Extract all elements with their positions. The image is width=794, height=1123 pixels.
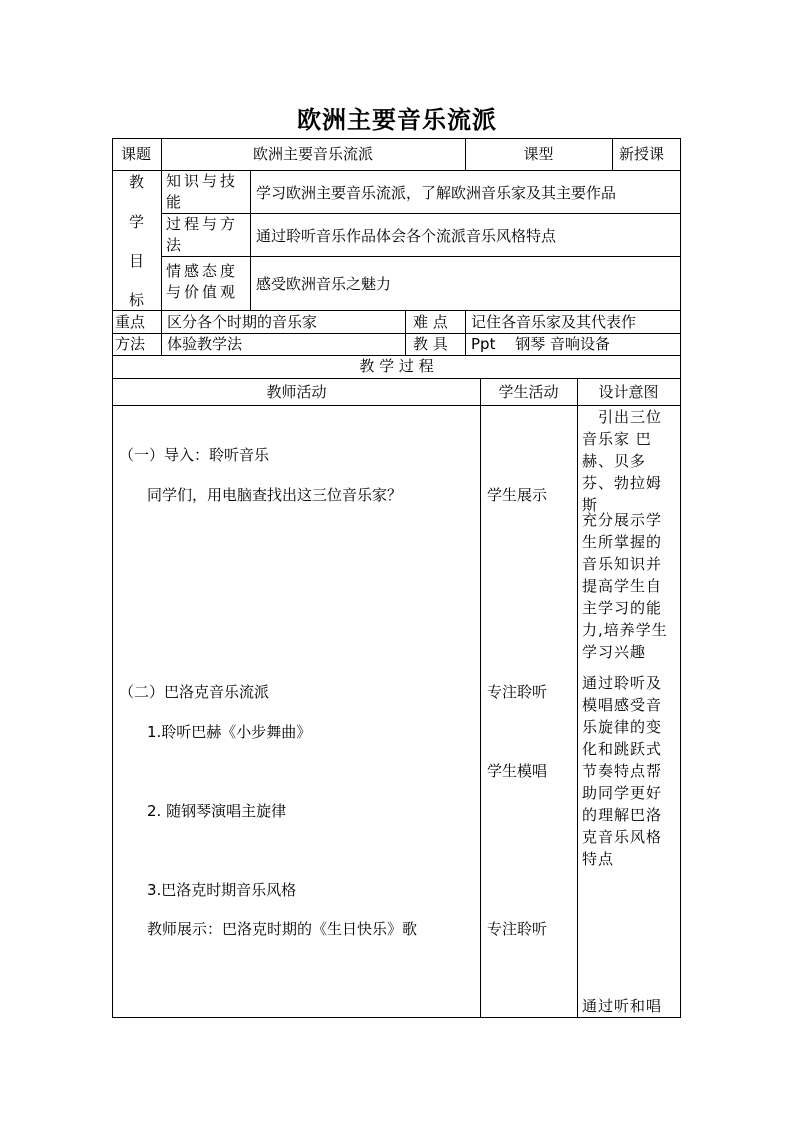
- design-intent: 通过聆听及模唱感受音乐旋律的变化和跳跃式节奏特点帮助同学更好的理解巴洛克音乐风格特点: [582, 674, 663, 868]
- teacher-activity-line: 同学们，用电脑查找出这三位音乐家？: [147, 486, 403, 504]
- col-divider: [161, 170, 162, 310]
- teacher-activity-line: 教师展示：巴洛克时期的《生日快乐》歌: [147, 920, 418, 938]
- objective-content: 通过聆听音乐作品体会各个流派音乐风格特点: [256, 227, 557, 245]
- objective-content: 学习欧洲主要音乐流派，了解欧洲音乐家及其主要作品: [256, 184, 617, 202]
- col-divider: [480, 378, 481, 1017]
- objective-content: 感受欧洲音乐之魅力: [256, 275, 392, 293]
- page-title: 欧洲主要音乐流派: [297, 105, 497, 134]
- lesson-plan-table: [112, 138, 681, 1018]
- difficulty-label: 难 点: [413, 313, 448, 331]
- teacher-activity-line: 2. 随钢琴演唱主旋律: [147, 802, 287, 820]
- col-divider: [405, 310, 406, 355]
- teacher-activity-line: （一）导入：聆听音乐: [119, 446, 270, 464]
- design-intent: 通过听和唱: [582, 997, 663, 1015]
- objectives-label-char: 标: [129, 291, 145, 309]
- method-value: 体验教学法: [167, 335, 243, 353]
- col-divider: [612, 139, 613, 170]
- student-activity: 专注聆听: [487, 920, 548, 938]
- col-divider: [161, 310, 162, 355]
- col-header-design: 设计意图: [598, 383, 659, 401]
- objectives-label-char: 教: [129, 173, 145, 191]
- topic-value: 欧洲主要音乐流派: [252, 145, 373, 163]
- objectives-label-char: 学: [129, 213, 145, 231]
- col-divider: [465, 310, 466, 355]
- col-divider: [577, 378, 578, 1017]
- tools-label: 教 具: [413, 335, 448, 353]
- topic-label: 课题: [121, 145, 152, 163]
- objective-category: 知识与技能: [166, 172, 239, 211]
- student-activity: 学生展示: [487, 486, 548, 504]
- col-header-teacher: 教师活动: [266, 383, 327, 401]
- teacher-activity-line: 1.聆听巴赫《小步舞曲》: [147, 723, 312, 741]
- student-activity: 专注聆听: [487, 683, 548, 701]
- focus-label: 重点: [115, 313, 146, 331]
- difficulty-value: 记住各音乐家及其代表作: [471, 313, 637, 331]
- row-divider: [161, 256, 680, 257]
- focus-value: 区分各个时期的音乐家: [167, 313, 318, 331]
- col-divider: [250, 170, 251, 310]
- row-divider: [113, 378, 680, 379]
- type-value: 新授课: [619, 145, 665, 163]
- process-heading: 教 学 过 程: [359, 357, 434, 375]
- teacher-activity-line: 3.巴洛克时期音乐风格: [147, 881, 297, 899]
- tools-value: Ppt 钢琴 音响设备: [471, 335, 610, 353]
- student-activity: 学生模唱: [487, 762, 548, 780]
- type-label: 课型: [523, 145, 554, 163]
- design-intent: 引出三位音乐家 巴赫、贝多芬、勃拉姆斯: [582, 408, 663, 514]
- objectives-label-char: 目: [129, 252, 145, 270]
- design-intent: 充分展示学生所掌握的音乐知识并提高学生自主学习的能力,培养学生学习兴趣: [582, 511, 668, 661]
- objective-category: 情感态度与价值观: [166, 262, 239, 301]
- objective-category: 过程与方法: [166, 215, 239, 254]
- method-label: 方法: [115, 335, 146, 353]
- teacher-activity-line: （二）巴洛克音乐流派: [119, 683, 270, 701]
- col-header-student: 学生活动: [498, 383, 559, 401]
